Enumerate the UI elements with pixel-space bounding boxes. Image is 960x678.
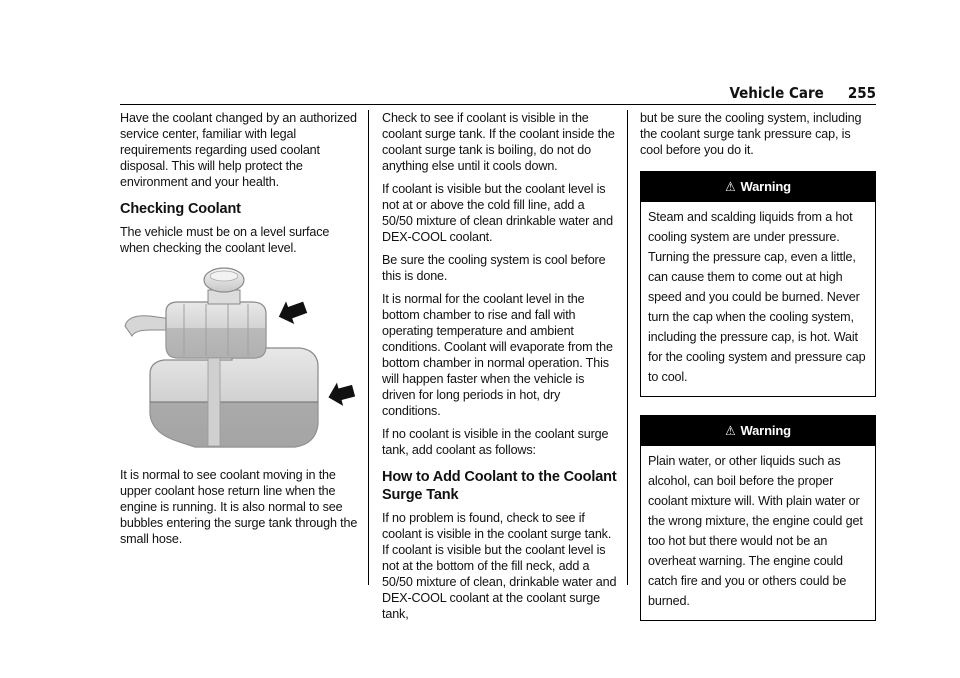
coolant-tank-drawing	[120, 264, 355, 459]
arrow-upper-indicator	[275, 296, 310, 328]
column-divider-2	[627, 110, 628, 585]
column-1	[120, 110, 360, 554]
warning-title: Warning	[740, 179, 791, 194]
paragraph: If coolant is visible but the coolant level is not at or above the cold fill line, add a 50/50 mixture of clean drinkable water and DEX-COOL coolant.	[382, 182, 614, 244]
paragraph: Have the coolant changed by an authorized service center, familiar with legal requirements regarding used coolant disposal. This will help protect the environment and your health.	[120, 111, 357, 189]
section-heading-checking-coolant: Checking Coolant	[120, 201, 241, 217]
warning-box-steam	[640, 171, 876, 397]
section-heading-add-coolant: How to Add Coolant to the Coolant Surge Tank	[382, 469, 617, 503]
section-title: Vehicle Care	[729, 84, 824, 102]
page-header	[120, 82, 876, 104]
warning-body: Steam and scalding liquids from a hot cooling system are under pressure. Turning the pressure cap, even a little, can cause them to come out at high speed and you could be burned. Never turn the cap when the cooling system, including the pressure cap, is hot. Wait for the cooling system and pressure cap to cool.	[648, 210, 866, 384]
column-divider-1	[368, 110, 369, 585]
warning-header	[641, 416, 875, 446]
paragraph: Check to see if coolant is visible in the coolant surge tank. If the coolant inside the coolant surge tank is boiling, do not do anything else until it cools down.	[382, 111, 615, 173]
header-rule	[120, 104, 876, 105]
paragraph: but be sure the cooling system, including the coolant surge tank pressure cap, is cool before you do it.	[640, 111, 862, 157]
warning-triangle-icon: ⚠	[725, 423, 736, 438]
paragraph: Be sure the cooling system is cool before this is done.	[382, 253, 606, 283]
column-3	[640, 110, 876, 639]
warning-triangle-icon: ⚠	[725, 179, 736, 194]
warning-title: Warning	[740, 423, 791, 438]
paragraph: If no problem is found, check to see if coolant is visible in the coolant surge tank. If coolant is visible but the coolant level is not at the bottom of the fill neck, add a 50/50 mixture of clean, drinkable water and DEX-COOL coolant at the coolant surge tank,	[382, 511, 617, 621]
paragraph: It is normal for the coolant level in the bottom chamber to rise and fall with operating temperature and ambient conditions. Coolant will evaporate from the bottom chamber in normal operation. This will happen faster when the vehicle is driven for long periods in hot, dry conditions.	[382, 292, 613, 418]
paragraph: The vehicle must be on a level surface when checking the coolant level.	[120, 225, 330, 255]
warning-body: Plain water, or other liquids such as alcohol, can boil before the proper coolant mixture will. With plain water or the wrong mixture, the engine could get too hot but there would not be an overheat warning. The engine could catch fire and you or others could be burned.	[648, 454, 863, 608]
paragraph: It is normal to see coolant moving in the upper coolant hose return line when the engine is running. It is also normal to see bubbles entering the surge tank through the small hose.	[120, 468, 358, 546]
coolant-tank-illustration	[120, 264, 355, 459]
column-2	[382, 110, 618, 629]
paragraph: If no coolant is visible in the coolant surge tank, add coolant as follows:	[382, 427, 609, 457]
warning-box-plain-water	[640, 415, 876, 621]
arrow-lower-indicator	[325, 379, 355, 409]
page-number: 255	[847, 84, 876, 102]
warning-header	[641, 172, 875, 202]
